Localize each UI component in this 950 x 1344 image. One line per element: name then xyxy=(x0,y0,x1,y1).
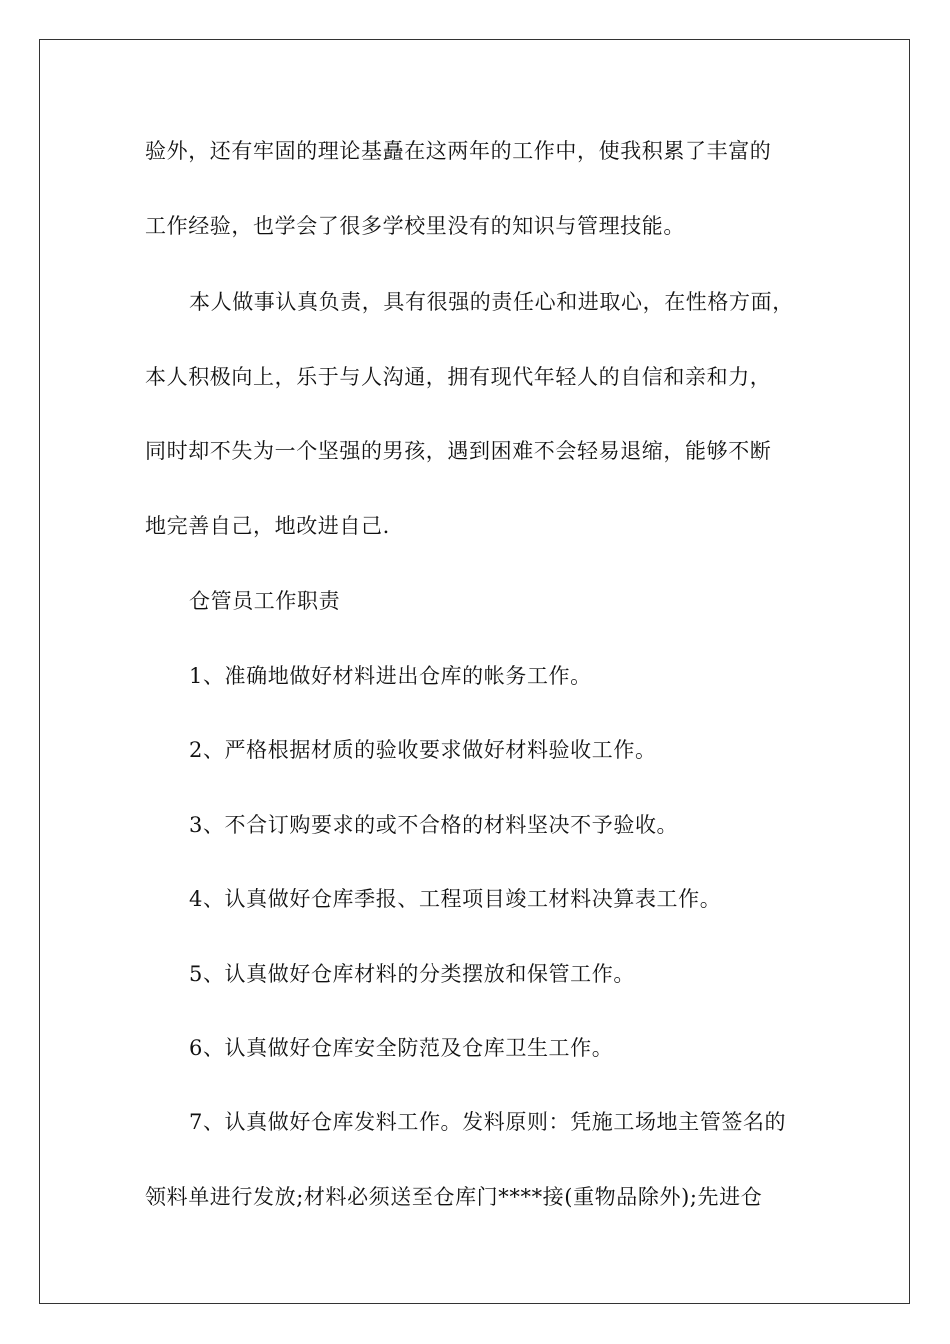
paragraph-line: 地完善自己，地改进自己. xyxy=(145,514,390,538)
section-heading: 仓管员工作职责 xyxy=(189,589,341,613)
list-item: 2、严格根据材质的验收要求做好材料验收工作。 xyxy=(189,738,657,762)
list-item: 1、准确地做好材料进出仓库的帐务工作。 xyxy=(189,664,592,688)
list-item-continuation: 领料单进行发放;材料必须送至仓库门****接(重物品除外);先进仓 xyxy=(145,1185,763,1209)
list-item: 4、认真做好仓库季报、工程项目竣工材料决算表工作。 xyxy=(189,887,722,911)
list-item: 5、认真做好仓库材料的分类摆放和保管工作。 xyxy=(189,962,635,986)
paragraph-line: 本人做事认真负责，具有很强的责任心和进取心，在性格方面， xyxy=(189,290,794,314)
list-item: 7、认真做好仓库发料工作。发料原则：凭施工场地主管签名的 xyxy=(189,1110,787,1134)
list-item: 3、不合订购要求的或不合格的材料坚决不予验收。 xyxy=(189,813,679,837)
list-item: 6、认真做好仓库安全防范及仓库卫生工作。 xyxy=(189,1036,614,1060)
paragraph-line: 本人积极向上，乐于与人沟通，拥有现代年轻人的自信和亲和力， xyxy=(145,365,772,389)
paragraph-line: 验外，还有牢固的理论基矗在这两年的工作中，使我积累了丰富的 xyxy=(145,139,772,163)
paragraph-line: 工作经验，也学会了很多学校里没有的知识与管理技能。 xyxy=(145,214,685,238)
paragraph-line: 同时却不失为一个坚强的男孩，遇到困难不会轻易退缩，能够不断 xyxy=(145,439,772,463)
